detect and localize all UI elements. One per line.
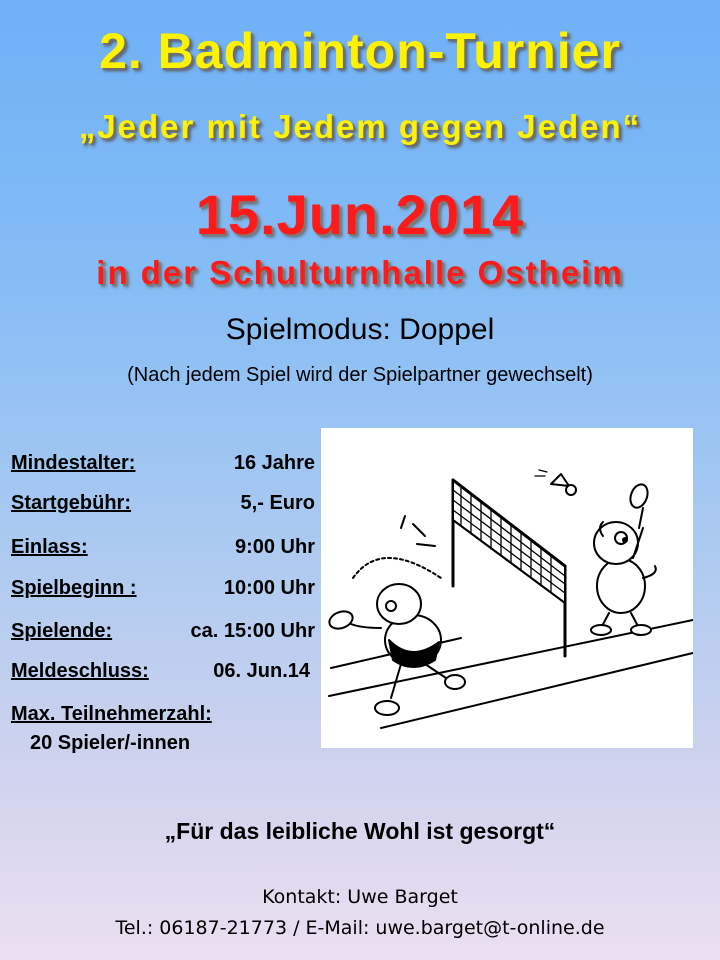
start-value: 10:00 Uhr (223, 577, 315, 599)
net-icon (453, 480, 565, 656)
end-label: Spielende: (11, 620, 113, 642)
deadline-value: 06. Jun.14 (213, 660, 310, 682)
min-age-label: Mindestalter: (11, 452, 136, 474)
start-label: Spielbeginn : (11, 577, 137, 599)
event-date: 15.Jun.2014 (195, 183, 525, 246)
event-venue: in der Schulturnhalle Ostheim (96, 254, 624, 291)
game-mode (0, 313, 720, 347)
right-player-icon (591, 482, 656, 635)
min-age-value: 16 Jahre (233, 452, 315, 474)
max-participants-value: 20 Spieler/-innen (30, 732, 191, 754)
shuttlecock-icon (535, 470, 576, 495)
left-player-icon (327, 516, 465, 715)
max-participants-label: Max. Teilnehmerzahl: (11, 703, 212, 725)
contact-line: Kontakt: Uwe Barget (262, 886, 458, 908)
badminton-illustration (321, 428, 693, 748)
game-mode-note: (Nach jedem Spiel wird der Spielpartner gewechselt) (127, 364, 593, 386)
end-value: ca. 15:00 Uhr (190, 620, 315, 642)
game-mode-value: Doppel (399, 313, 495, 346)
fee-label: Startgebühr: (11, 492, 131, 514)
game-mode-label: Spielmodus: (225, 313, 391, 346)
deadline-label: Meldeschluss: (11, 660, 149, 682)
catering-note: „Für das leibliche Wohl ist gesorgt“ (164, 818, 556, 844)
phone-email-line: Tel.: 06187-21773 / E-Mail: uwe.barget@t-online.de (115, 917, 605, 939)
poster-title: 2. Badminton-Turnier (99, 23, 621, 79)
entry-value: 9:00 Uhr (234, 536, 315, 558)
entry-label: Einlass: (11, 536, 88, 558)
poster-subtitle: „Jeder mit Jedem gegen Jeden“ (78, 108, 642, 145)
fee-value: 5,- Euro (240, 492, 315, 514)
